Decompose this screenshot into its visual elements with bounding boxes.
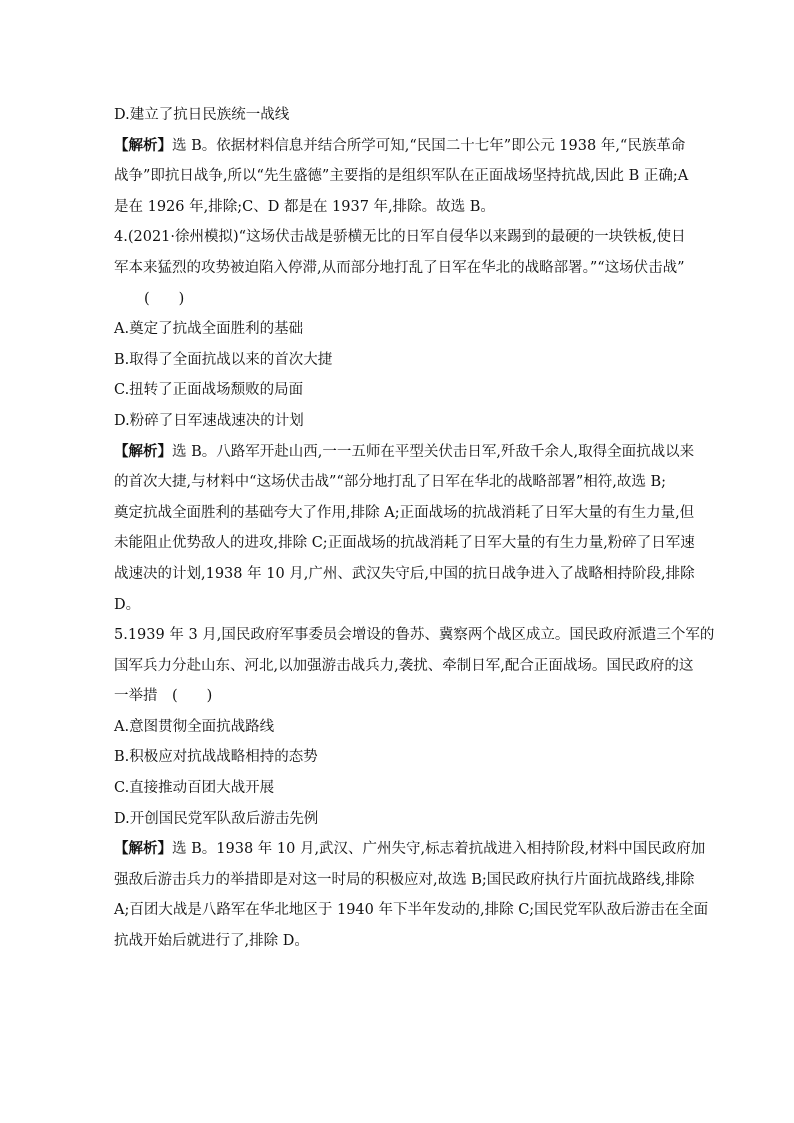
q3-analysis-line-3: 是在 1926 年,排除;C、D 都是在 1937 年,排除。故选 B。 xyxy=(114,198,495,215)
q5-option-c: C.直接推动百团大战开展 xyxy=(114,780,275,797)
q5-stem-line-1: 5.1939 年 3 月,国民政府军事委员会增设的鲁苏、冀察两个战区成立。国民政府派遣三个军的 xyxy=(114,627,715,644)
q4-analysis-line-3: 奠定抗战全面胜利的基础夸大了作用,排除 A;正面战场的抗战消耗了日军大量的有生力量,但 xyxy=(114,504,695,521)
q5-option-b: B.积极应对抗战战略相持的态势 xyxy=(114,749,318,766)
q4-option-b: B.取得了全面抗战以来的首次大捷 xyxy=(114,351,333,368)
q4-analysis-line-4: 未能阻止优势敌人的进攻,排除 C;正面战场的抗战消耗了日军大量的有生力量,粉碎了日军速 xyxy=(114,535,695,552)
q4-analysis-line-6: D。 xyxy=(114,596,141,613)
q5-analysis-line-3: A;百团大战是八路军在华北地区于 1940 年下半年发动的,排除 C;国民党军队敌后游击在全面 xyxy=(114,902,709,919)
q3-analysis-line-2: 战争”即抗日战争,所以“先生盛德”主要指的是组织军队在正面战场坚持抗战,因此 B 正确;A xyxy=(114,168,689,185)
q5-analysis-line-4: 抗战开始后就进行了,排除 D。 xyxy=(114,933,309,950)
q5-stem-line-2: 国军兵力分赴山东、河北,以加强游击战兵力,袭扰、牵制日军,配合正面战场。国民政府的这 xyxy=(114,657,694,674)
q5-stem-line-3: 一举措 ( ) xyxy=(114,688,213,705)
q5-analysis-line-1: 【解析】选 B。1938 年 10 月,武汉、广州失守,标志着抗战进入相持阶段,材料中国民政府加 xyxy=(114,841,706,858)
q3-option-d: D.建立了抗日民族统一战线 xyxy=(114,107,290,123)
q4-stem-line-2: 军本来猛烈的攻势被迫陷入停滞,从而部分地打乱了日军在华北的战略部署。”“这场伏击战” xyxy=(114,259,685,276)
q4-option-c: C.扭转了正面战场颓败的局面 xyxy=(114,382,304,399)
analysis-tag: 【解析】 xyxy=(114,841,172,858)
q4-option-d: D.粉碎了日军速战速决的计划 xyxy=(114,412,304,429)
q3-analysis-line-1: 【解析】选 B。依据材料信息并结合所学可知,“民国二十七年”即公元 1938 年,“民族革命 xyxy=(114,137,686,154)
document-page xyxy=(114,100,715,957)
q4-analysis-line-2: 的首次大捷,与材料中“这场伏击战”“部分地打乱了日军在华北的战略部署”相符,故选 B; xyxy=(114,474,667,491)
q4-answer-blank: ( ) xyxy=(144,290,185,307)
analysis-tag: 【解析】 xyxy=(114,137,172,154)
q4-stem-line-1: 4.(2021·徐州模拟)“这场伏击战是骄横无比的日军自侵华以来踢到的最硬的一块铁板,使日 xyxy=(114,229,686,246)
q4-analysis-line-5: 战速决的计划,1938 年 10 月,广州、武汉失守后,中国的抗日战争进入了战略相持阶段,排除 xyxy=(114,565,695,582)
analysis-tag: 【解析】 xyxy=(114,443,172,460)
q5-analysis-line-2: 强敌后游击兵力的举措即是对这一时局的积极应对,故选 B;国民政府执行片面抗战路线,排除 xyxy=(114,871,695,888)
q4-option-a: A.奠定了抗战全面胜利的基础 xyxy=(114,321,304,338)
q5-option-a: A.意图贯彻全面抗战路线 xyxy=(114,718,275,735)
q5-option-d: D.开创国民党军队敌后游击先例 xyxy=(114,810,319,827)
q4-analysis-line-1: 【解析】选 B。八路军开赴山西,一一五师在平型关伏击日军,歼敌千余人,取得全面抗战以来 xyxy=(114,443,695,460)
